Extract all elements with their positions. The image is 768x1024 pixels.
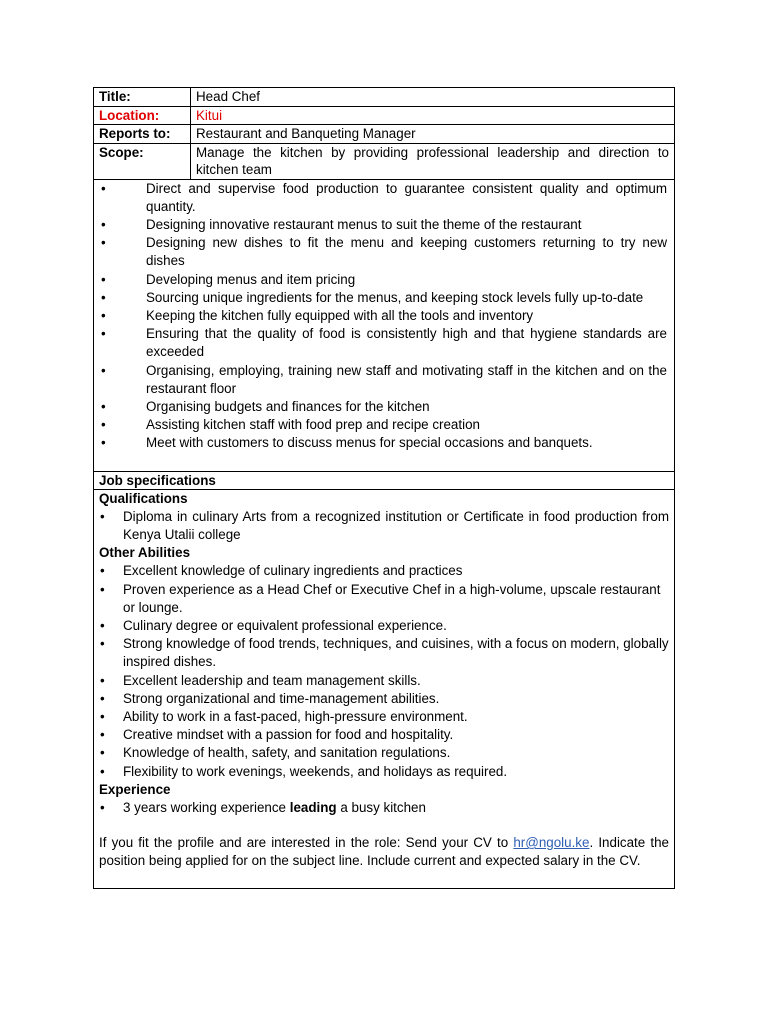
list-item	[99, 562, 669, 580]
bullet: •	[101, 289, 106, 305]
location-label: Location:	[94, 106, 191, 125]
experience-text-pre: 3 years working experience	[123, 799, 290, 815]
bullet: •	[101, 417, 106, 433]
list-item-text: Designing new dishes to fit the menu and keeping customers returning to try new dishes	[146, 235, 667, 269]
bullet: •	[100, 563, 105, 579]
list-item	[99, 726, 669, 744]
duties-list	[99, 180, 669, 453]
other-abilities-list	[99, 562, 669, 780]
list-item	[99, 289, 669, 307]
list-item-text: Keeping the kitchen fully equipped with all the tools and inventory	[146, 307, 534, 323]
bullet: •	[100, 509, 105, 525]
apply-text-post: . Indicate the position being applied for on the subject line. Include current and expected salary in the CV.	[99, 835, 669, 868]
location-row	[94, 106, 675, 125]
qualifications-heading: Qualifications	[99, 491, 188, 507]
list-item	[99, 617, 669, 635]
scope-row	[94, 143, 675, 179]
job-spec-heading-row	[94, 471, 675, 490]
scope-label: Scope:	[94, 143, 191, 179]
title-row	[94, 88, 675, 107]
bullet: •	[100, 799, 105, 815]
list-item	[99, 690, 669, 708]
bullet: •	[100, 727, 105, 743]
list-item	[99, 398, 669, 416]
bullet: •	[101, 216, 106, 232]
experience-text-bold: leading	[289, 799, 337, 815]
bullet: •	[101, 326, 106, 342]
bullet: •	[100, 618, 105, 634]
list-item	[99, 325, 669, 361]
title-label: Title:	[94, 88, 191, 107]
bullet: •	[100, 709, 105, 725]
job-spec-cell	[94, 490, 675, 889]
bullet: •	[101, 435, 106, 451]
list-item	[99, 763, 669, 781]
experience-text-post: a busy kitchen	[336, 799, 426, 815]
bullet: •	[101, 180, 106, 196]
bullet: •	[101, 362, 106, 378]
list-item	[99, 635, 669, 671]
list-item-text: Organising budgets and finances for the kitchen	[146, 398, 430, 414]
apply-paragraph	[99, 834, 669, 869]
reports-row	[94, 125, 675, 144]
bullet: •	[101, 235, 106, 251]
list-item	[99, 672, 669, 690]
location-value: Kitui	[191, 106, 675, 125]
job-description-document	[93, 87, 675, 889]
list-item	[99, 307, 669, 325]
list-item-text: Knowledge of health, safety, and sanitation regulations.	[123, 745, 451, 761]
list-item	[99, 744, 669, 762]
email-link[interactable]: hr@ngolu.ke	[513, 835, 590, 851]
list-item-text: Developing menus and item pricing	[146, 271, 356, 287]
qualifications-list	[99, 508, 669, 544]
list-item-text: Creative mindset with a passion for food and hospitality.	[123, 727, 454, 743]
list-item	[99, 234, 669, 270]
list-item-text: Excellent knowledge of culinary ingredients and practices	[123, 563, 463, 579]
apply-text-pre: If you fit the profile and are interested in the role: Send your CV to	[99, 835, 514, 851]
list-item	[99, 581, 669, 617]
list-item-text: Direct and supervise food production to guarantee consistent quality and optimum quantity.	[146, 180, 667, 214]
bullet: •	[100, 581, 105, 597]
job-header-table	[93, 87, 675, 889]
job-spec-heading: Job specifications	[94, 471, 675, 490]
list-item-text: Sourcing unique ingredients for the menus, and keeping stock levels fully up-to-date	[146, 289, 644, 305]
list-item-text: Ensuring that the quality of food is consistently high and that hygiene standards are exceeded	[146, 326, 667, 360]
list-item-text: Meet with customers to discuss menus for special occasions and banquets.	[146, 435, 593, 451]
list-item-text: Organising, employing, training new staff and motivating staff in the kitchen and on the restaurant floor	[146, 362, 667, 396]
bullet: •	[100, 672, 105, 688]
bullet: •	[100, 690, 105, 706]
bullet: •	[100, 636, 105, 652]
list-item-text: Flexibility to work evenings, weekends, and holidays as required.	[123, 763, 508, 779]
list-item	[99, 416, 669, 434]
list-item-text: Strong organizational and time-management abilities.	[123, 690, 440, 706]
title-value: Head Chef	[191, 88, 675, 107]
list-item-text: Ability to work in a fast-paced, high-pressure environment.	[123, 709, 468, 725]
list-item	[99, 362, 669, 398]
job-spec-row	[94, 490, 675, 889]
list-item-text: Excellent leadership and team management skills.	[123, 672, 421, 688]
list-item	[99, 434, 669, 452]
list-item-text: Strong knowledge of food trends, techniques, and cuisines, with a focus on modern, globally inspired dishes.	[123, 636, 669, 670]
experience-heading: Experience	[99, 781, 171, 797]
experience-list	[99, 799, 669, 817]
other-abilities-heading: Other Abilities	[99, 545, 191, 561]
scope-value: Manage the kitchen by providing professional leadership and direction to kitchen team	[191, 143, 675, 179]
list-item-text: Assisting kitchen staff with food prep and recipe creation	[146, 417, 480, 433]
bullet: •	[101, 307, 106, 323]
list-item	[99, 216, 669, 234]
list-item	[99, 180, 669, 216]
list-item	[99, 708, 669, 726]
list-item-text: Culinary degree or equivalent professional experience.	[123, 618, 447, 634]
bullet: •	[101, 398, 106, 414]
duties-row	[94, 179, 675, 471]
list-item-text: Designing innovative restaurant menus to suit the theme of the restaurant	[146, 216, 582, 232]
bullet: •	[101, 271, 106, 287]
list-item-text: Proven experience as a Head Chef or Executive Chef in a high-volume, upscale restaurant or lounge.	[123, 581, 661, 615]
bullet: •	[100, 745, 105, 761]
reports-label: Reports to:	[94, 125, 191, 144]
list-item	[99, 508, 669, 544]
duties-cell	[94, 179, 675, 471]
list-item	[99, 271, 669, 289]
list-item-text: Diploma in culinary Arts from a recognized institution or Certificate in food production from Kenya Utalii college	[123, 509, 669, 543]
bullet: •	[100, 763, 105, 779]
list-item	[99, 799, 669, 817]
reports-value: Restaurant and Banqueting Manager	[191, 125, 675, 144]
